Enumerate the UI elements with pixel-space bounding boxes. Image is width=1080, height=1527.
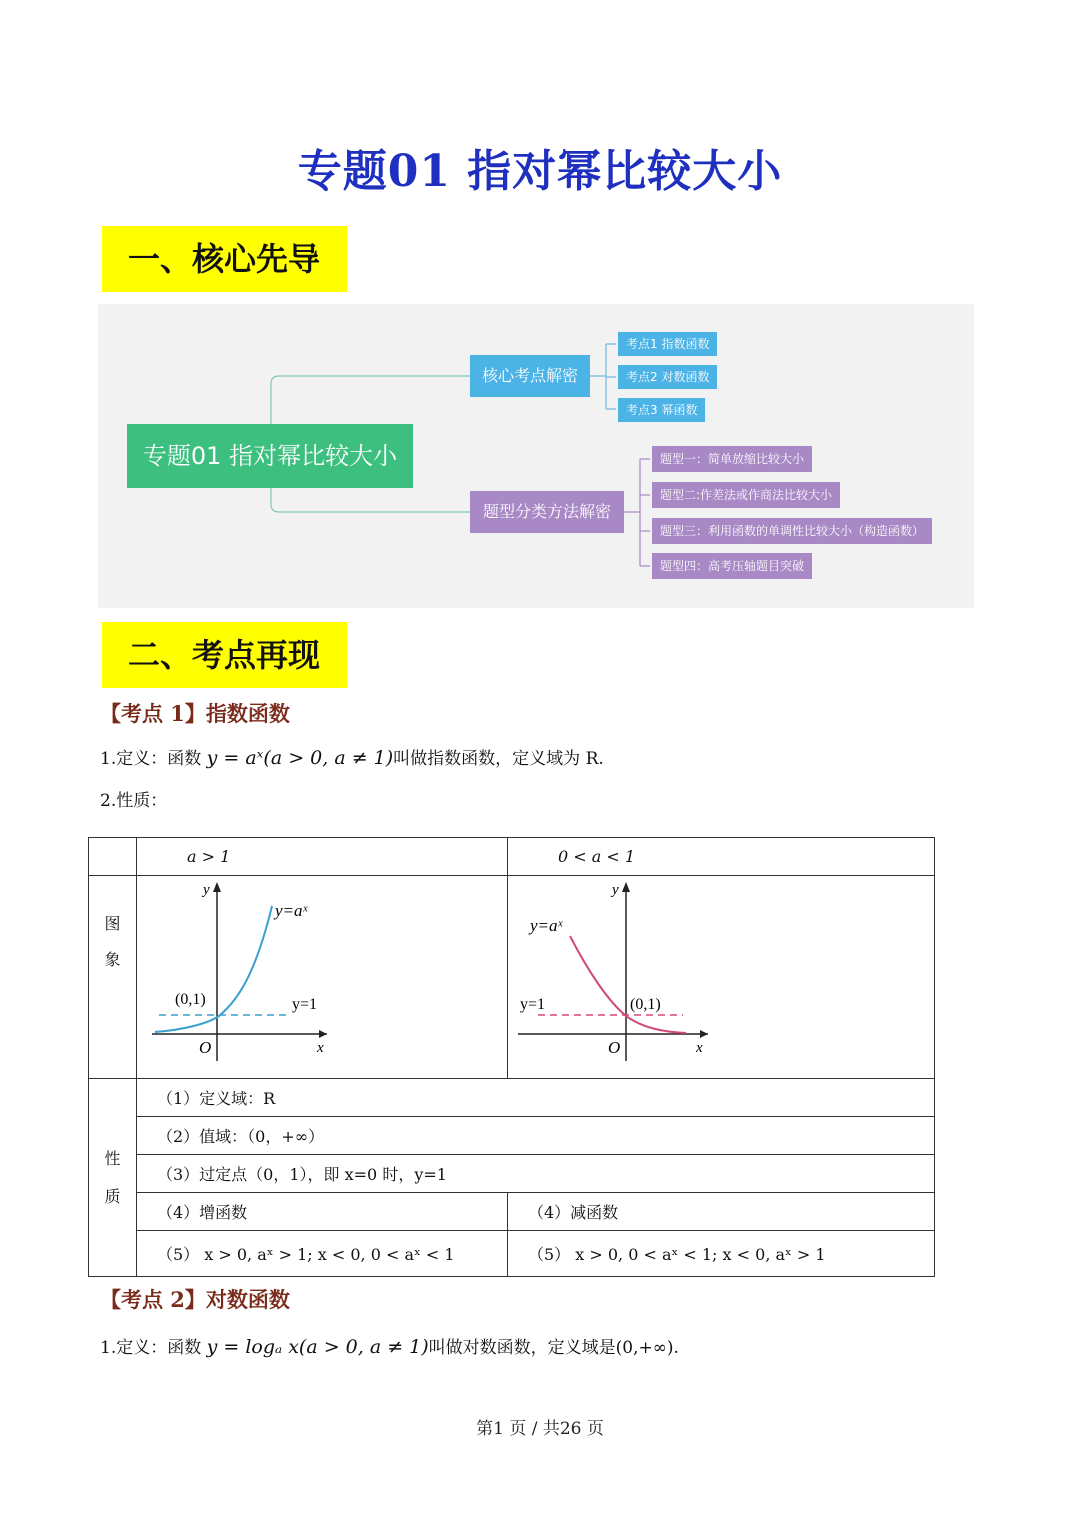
row-label-properties: 性质 xyxy=(89,1079,137,1277)
mind-map-leaf-point-3: 考点3 幂函数 xyxy=(618,398,705,422)
property-domain: （1）定义域：R xyxy=(137,1079,935,1117)
page-title: 专题01 指对幂比较大小 xyxy=(297,146,783,197)
property-decreasing: （4）减函数 xyxy=(508,1193,935,1231)
point-label: (0,1) xyxy=(175,991,206,1008)
table-row xyxy=(89,1193,935,1231)
properties-heading: 2.性质： xyxy=(100,791,168,811)
mind-map-leaf-type-3: 题型三：利用函数的单调性比较大小（构造函数） xyxy=(652,518,932,544)
property-increasing: （4）增函数 xyxy=(137,1193,508,1231)
graph-decreasing xyxy=(508,876,934,1078)
mind-map-root: 专题01 指对幂比较大小 xyxy=(127,424,413,488)
y-axis-label: y xyxy=(612,882,619,898)
mind-map-leaf-type-1: 题型一：简单放缩比较大小 xyxy=(652,446,812,472)
header-a-between-0-1: 0 < a < 1 xyxy=(508,838,935,876)
curve-label: y=aˣ xyxy=(275,901,308,920)
table-row xyxy=(89,1155,935,1193)
exponential-curve-increasing xyxy=(155,906,272,1032)
table-row xyxy=(89,1079,935,1117)
row-label-graph: 图象 xyxy=(89,876,137,1079)
mind-map-leaf-type-4: 题型四：高考压轴题目突破 xyxy=(652,553,812,579)
graph-increasing xyxy=(137,876,507,1078)
x-axis-arrow xyxy=(319,1030,327,1038)
x-axis-label: x xyxy=(696,1040,703,1056)
y-axis-label: y xyxy=(203,882,210,898)
y-axis-arrow xyxy=(213,882,221,892)
line-label: y=1 xyxy=(292,996,318,1013)
definition-suffix: 叫做对数函数，定义域是(0,+∞). xyxy=(428,1338,679,1358)
section-heading-review: 二、考点再现 xyxy=(102,622,347,688)
definition-formula: y = logₐ x(a > 0, a ≠ 1) xyxy=(206,1336,429,1358)
mind-map-branch-core-points: 核心考点解密 xyxy=(470,355,590,397)
mind-map-leaf-point-1: 考点1 指数函数 xyxy=(618,332,717,356)
definition-suffix: 叫做指数函数，定义域为 R. xyxy=(393,749,604,769)
exponential-properties-table xyxy=(88,837,935,1277)
table-row xyxy=(89,876,935,1079)
topic-heading-logarithm: 【考点 2】对数函数 xyxy=(100,1287,290,1312)
point-label: (0,1) xyxy=(630,996,661,1013)
definition-formula: y = aˣ(a > 0, a ≠ 1) xyxy=(206,747,394,769)
header-a-greater-1: a > 1 xyxy=(137,838,508,876)
exponential-curve-decreasing xyxy=(570,936,686,1033)
property-range: （2）值域：（0，+∞） xyxy=(137,1117,935,1155)
section-heading-core: 一、核心先导 xyxy=(102,226,347,292)
x-axis-label: x xyxy=(317,1040,324,1056)
origin-label: O xyxy=(608,1038,621,1057)
property-value-sign-increasing: （5） x > 0, aˣ > 1; x < 0, 0 < aˣ < 1 xyxy=(137,1231,508,1277)
graph-increasing-cell xyxy=(137,876,508,1079)
table-row xyxy=(89,1117,935,1155)
definition-exponential xyxy=(100,744,604,769)
definition-prefix: 1.定义：函数 xyxy=(100,749,207,769)
mind-map xyxy=(98,304,974,608)
definition-logarithm xyxy=(100,1333,679,1358)
property-value-sign-decreasing: （5） x > 0, 0 < aˣ < 1; x < 0, aˣ > 1 xyxy=(508,1231,935,1277)
table-row xyxy=(89,838,935,876)
graph-decreasing-cell xyxy=(508,876,935,1079)
topic-heading-exponential: 【考点 1】指数函数 xyxy=(100,701,290,726)
line-label: y=1 xyxy=(520,996,546,1013)
curve-label: y=aˣ xyxy=(530,916,563,935)
mind-map-branch-question-types: 题型分类方法解密 xyxy=(470,491,624,533)
page-footer: 第1 页 / 共26 页 xyxy=(476,1419,604,1439)
definition-prefix: 1.定义：函数 xyxy=(100,1338,207,1358)
y-axis-arrow xyxy=(622,882,630,892)
property-fixed-point: （3）过定点（0，1），即 x=0 时，y=1 xyxy=(137,1155,935,1193)
origin-label: O xyxy=(199,1038,212,1057)
table-row xyxy=(89,1231,935,1277)
table-corner-cell xyxy=(89,838,137,876)
mind-map-leaf-point-2: 考点2 对数函数 xyxy=(618,365,717,389)
mind-map-leaf-type-2: 题型二:作差法或作商法比较大小 xyxy=(652,482,840,508)
x-axis-arrow xyxy=(700,1030,708,1038)
